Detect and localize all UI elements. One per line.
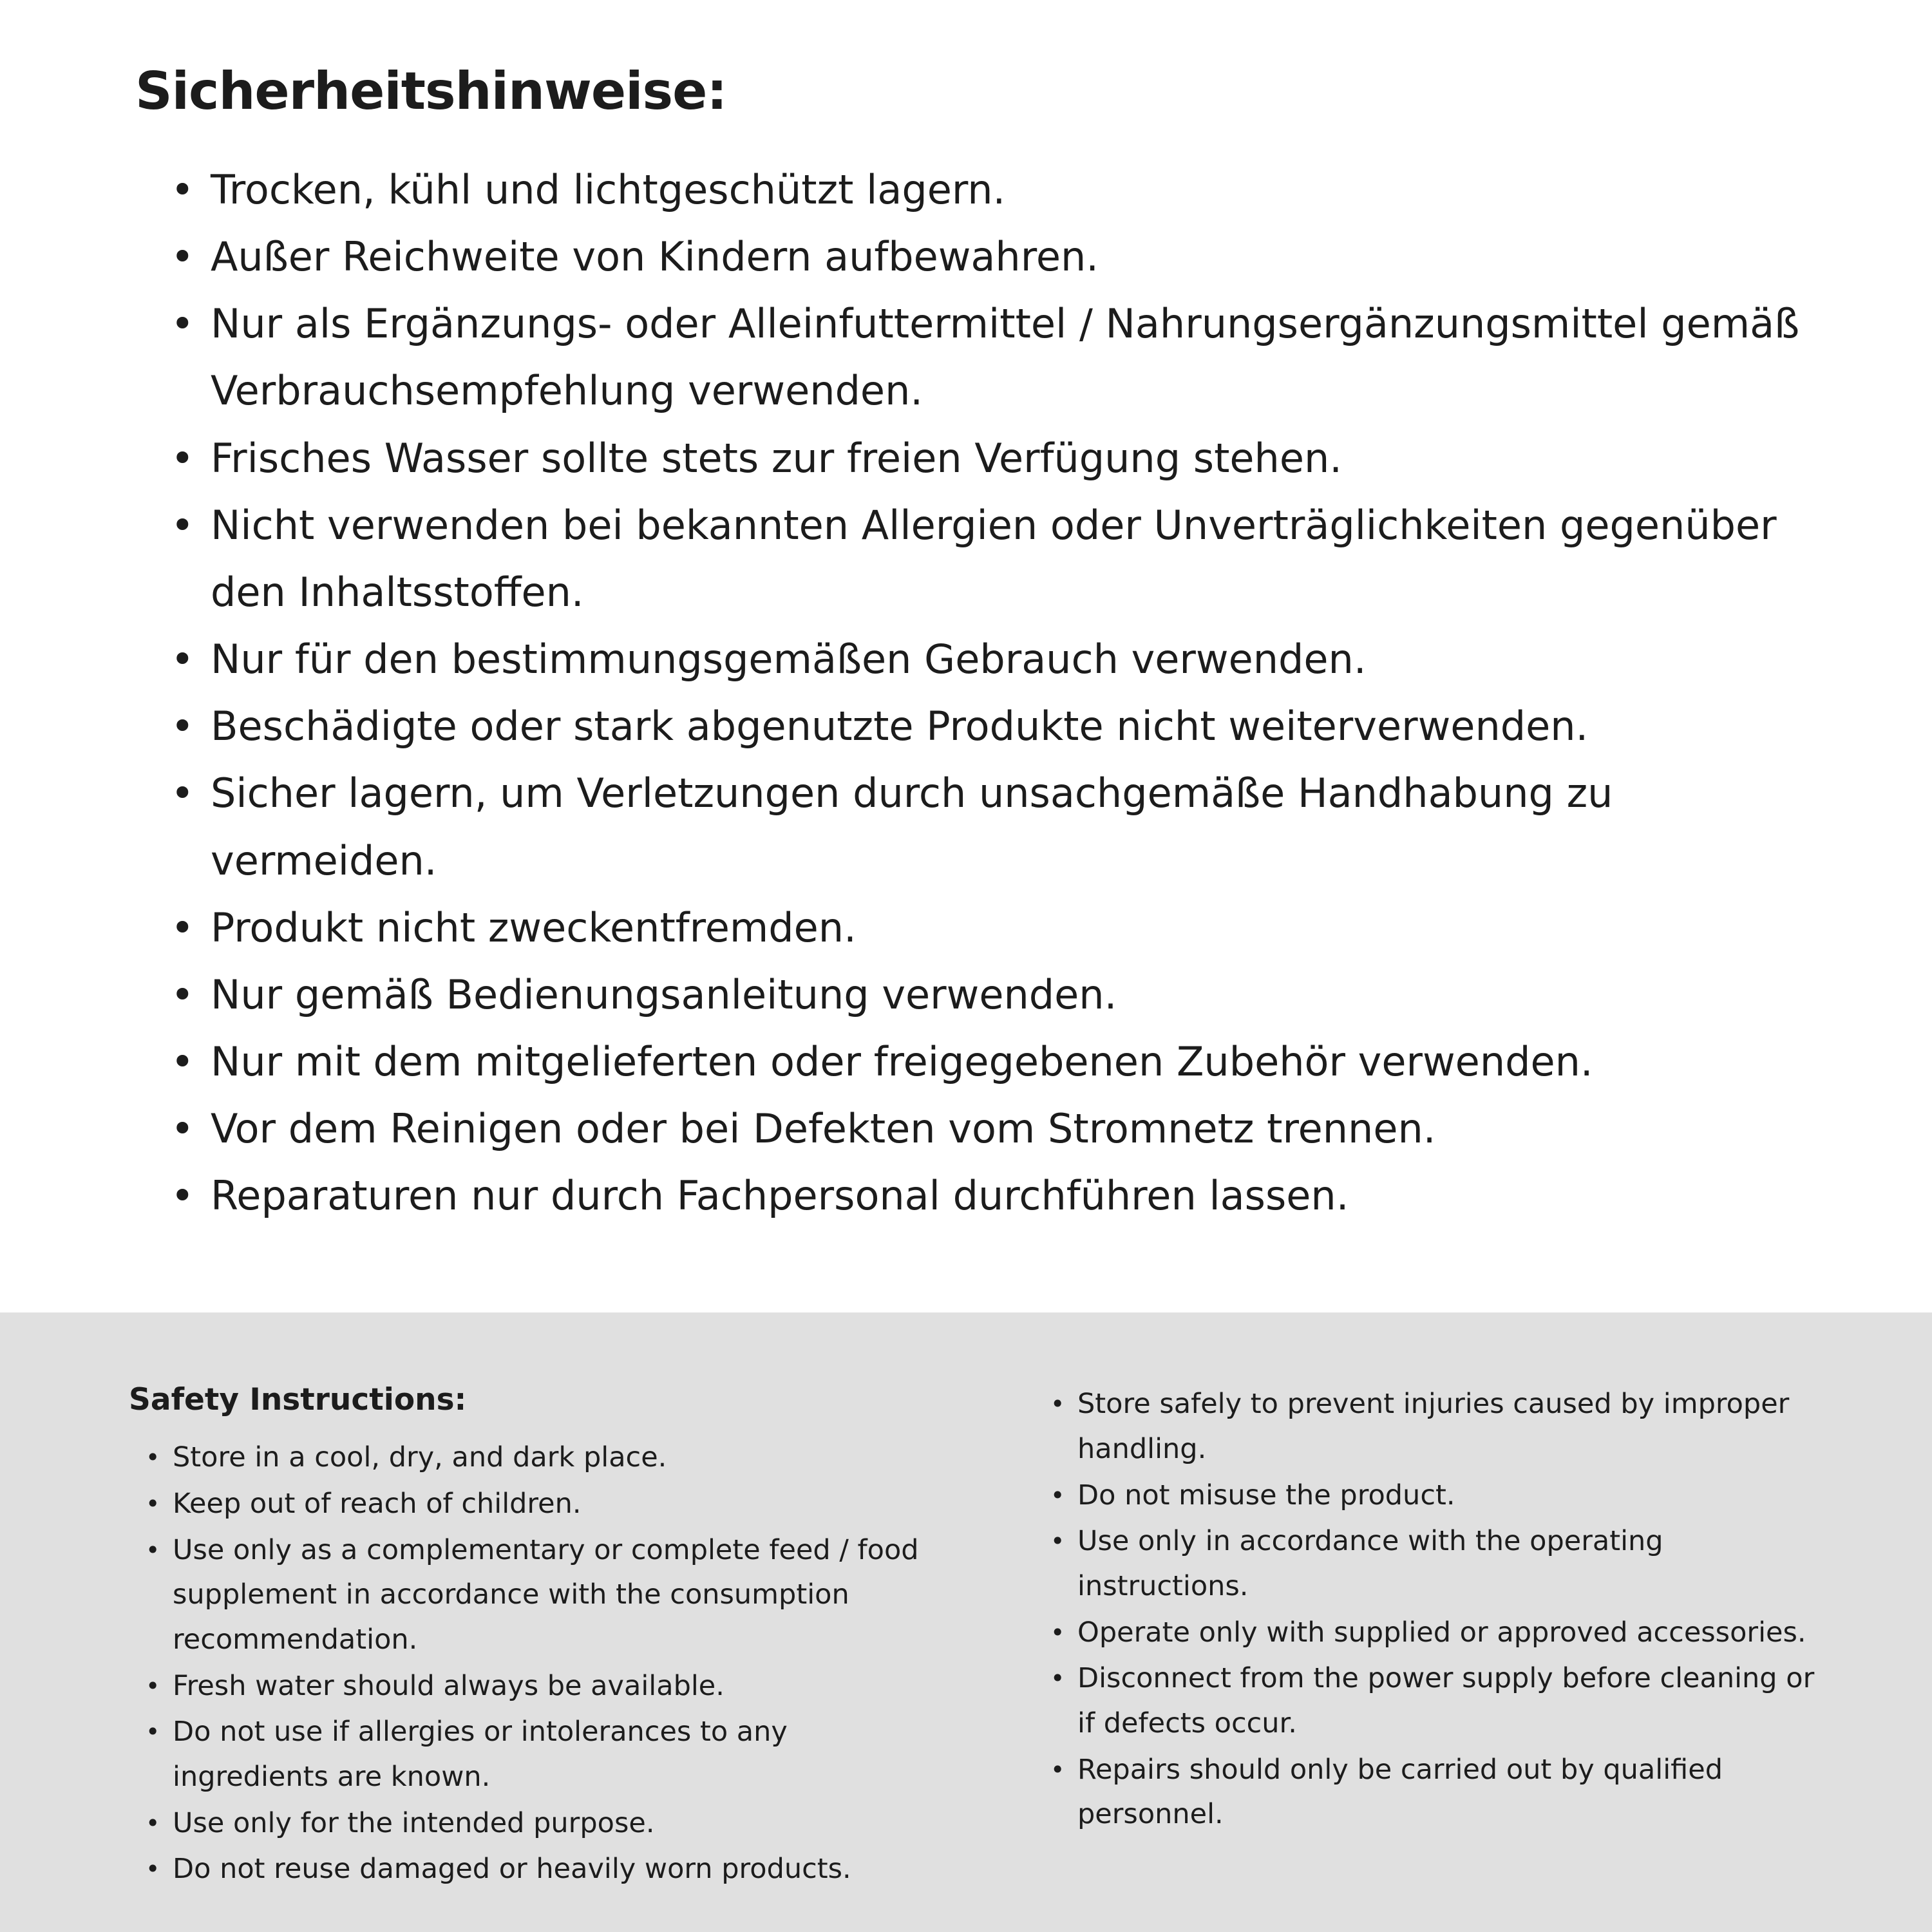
list-item: • Use only in accordance with the operating instructions. bbox=[1050, 1519, 1835, 1609]
german-bullet-list bbox=[135, 156, 1829, 1230]
list-item: • Außer Reichweite von Kindern aufbewahren. bbox=[171, 223, 1829, 290]
list-item: • Store in a cool, dry, and dark place. bbox=[146, 1435, 931, 1481]
list-item: • Nur gemäß Bedienungsanleitung verwenden. bbox=[171, 961, 1829, 1028]
list-item: • Do not misuse the product. bbox=[1050, 1473, 1835, 1519]
list-item: • Keep out of reach of children. bbox=[146, 1482, 931, 1527]
list-item: • Trocken, kühl und lichtgeschützt lagern. bbox=[171, 156, 1829, 223]
english-right-bullet-list bbox=[1034, 1382, 1835, 1837]
list-item: • Frisches Wasser sollte stets zur freien Verfügung stehen. bbox=[171, 425, 1829, 492]
english-left-bullet-list bbox=[129, 1435, 931, 1892]
list-item: • Vor dem Reinigen oder bei Defekten vom Stromnetz trennen. bbox=[171, 1095, 1829, 1162]
list-item: • Fresh water should always be available. bbox=[146, 1664, 931, 1709]
list-item: • Sicher lagern, um Verletzungen durch unsachgemäße Handhabung zu vermeiden. bbox=[171, 760, 1829, 894]
list-item: • Use only for the intended purpose. bbox=[146, 1801, 931, 1846]
list-item: • Operate only with supplied or approved accessories. bbox=[1050, 1611, 1835, 1656]
list-item: • Nur als Ergänzungs- oder Alleinfuttermittel / Nahrungsergänzungsmittel gemäß Verbrauchsempfehlung verwenden. bbox=[171, 290, 1829, 424]
list-item: • Nur für den bestimmungsgemäßen Gebrauch verwenden. bbox=[171, 626, 1829, 693]
english-right-column bbox=[1034, 1382, 1835, 1893]
english-section bbox=[0, 1312, 1932, 1932]
english-left-column bbox=[129, 1382, 931, 1893]
list-item: • Repairs should only be carried out by qualified personnel. bbox=[1050, 1748, 1835, 1837]
list-item: • Do not use if allergies or intolerances to any ingredients are known. bbox=[146, 1710, 931, 1799]
list-item: • Nur mit dem mitgelieferten oder freigegebenen Zubehör verwenden. bbox=[171, 1028, 1829, 1095]
list-item: • Do not reuse damaged or heavily worn products. bbox=[146, 1847, 931, 1892]
german-heading: Sicherheitshinweise: bbox=[135, 61, 727, 121]
english-heading: Safety Instructions: bbox=[129, 1382, 467, 1418]
list-item: • Disconnect from the power supply before cleaning or if defects occur. bbox=[1050, 1656, 1835, 1746]
list-item: • Store safely to prevent injuries caused by improper handling. bbox=[1050, 1382, 1835, 1472]
list-item: • Nicht verwenden bei bekannten Allergien oder Unverträglichkeiten gegenüber den Inhaltsstoffen. bbox=[171, 492, 1829, 626]
list-item: • Reparaturen nur durch Fachpersonal durchführen lassen. bbox=[171, 1162, 1829, 1229]
list-item: • Produkt nicht zweckentfremden. bbox=[171, 895, 1829, 961]
list-item: • Use only as a complementary or complete feed / food supplement in accordance with the consumption recommendation. bbox=[146, 1528, 931, 1663]
list-item: • Beschädigte oder stark abgenutzte Produkte nicht weiterverwenden. bbox=[171, 693, 1829, 760]
